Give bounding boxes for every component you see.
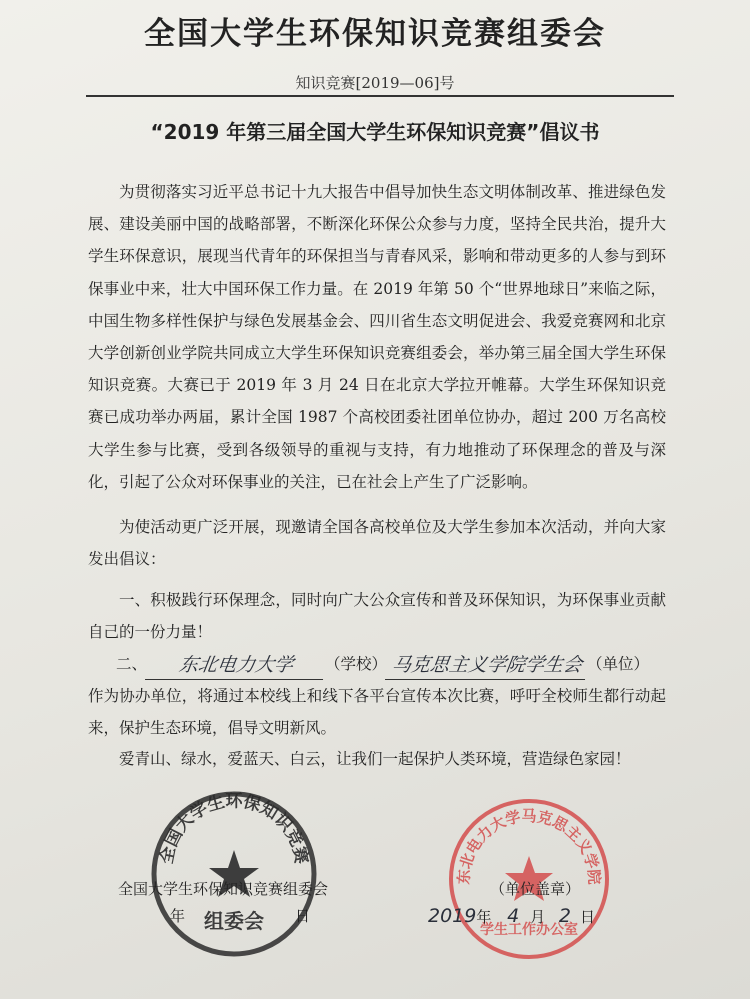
proposal-two-line (116, 648, 649, 680)
organizer-signature: 全国大学生环保知识竞赛组委会 (118, 880, 329, 898)
document-number: 知识竞赛[2019—06]号 (295, 74, 455, 92)
paragraph-proposal-two-body: 作为协办单位，将通过本校线上和线下各平台宣传本次比赛，呼吁全校师生都行动起来，保护生态环境，倡导文明新风。 (88, 687, 666, 738)
unit-year-char: 年 (476, 908, 492, 926)
unit-date (428, 905, 595, 927)
handwritten-school-name: 东北电力大学 (145, 651, 327, 680)
paragraph-intro: 为贯彻落实习近平总书记十九大报告中倡导加快生态文明体制改革、推进绿色发展、建设美丽中国的战略部署，不断深化环保公众参与力度，坚持全民共治，提升大学生环保意识，展现当代青年的环保担当与青春风采，影响和带动更多的人参与到环保事业中来，壮大中国环保工作力量。在 2019 年第 50 个“世界地球日”来临之际，中国生物多样性保护与绿色发展基金会、四川省生态文明促进会、我爱竞赛网和北京大学创新创业学院共同成立大学生环保知识竞赛组委会，举办第三届全国大学生环保知识竞赛。大赛已于 2019 年 3 月 24 日在北京大学拉开帷幕。大学生环保知识竞赛已成功举办两届，累计全国 1987 个高校团委社团单位协办，超过 200 万名高校大学生参与比赛，受到各级领导的重视与支持，有力地推动了环保理念的普及与深化，引起了公众对环保事业的关注，已在社会上产生了广泛影响。 (88, 183, 666, 491)
unit-day-char: 日 (579, 908, 595, 926)
organizer-date (170, 905, 310, 926)
paragraph-closing: 爱青山、绿水，爱蓝天、白云，让我们一起保护人类环境，营造绿色家园！ (119, 750, 631, 768)
seal-bottom-text: 学生工作办公室 (480, 922, 578, 938)
organization-title: 全国大学生环保知识竞赛组委会 (144, 16, 606, 52)
handwritten-unit-name: 马克思主义学院学生会 (385, 651, 589, 680)
organizer-year-char: 年 (170, 907, 186, 925)
handwritten-day: 2 (558, 905, 571, 927)
unit-stamp-label: （单位盖章） (490, 880, 581, 898)
document-title: “2019 年第三届全国大学生环保知识竞赛”倡议书 (150, 120, 600, 144)
paragraph-invitation: 为使活动更广泛开展，现邀请全国各高校单位及大学生参加本次活动，并向大家发出倡议： (88, 518, 666, 569)
handwritten-month: 4 (507, 905, 520, 927)
organizer-day-char: 日 (295, 907, 311, 925)
handwritten-year: 2019 (428, 905, 477, 927)
school-label: （学校） (325, 655, 388, 673)
organizer-seal (148, 788, 320, 960)
seal-arc-text: 全国大学生环保知识竞赛 (156, 791, 312, 866)
seal-bottom-text: 组委会 (204, 909, 264, 933)
unit-month-char: 月 (530, 908, 546, 926)
unit-label: （单位） (587, 655, 650, 673)
proposal-two-prefix: 二、 (116, 655, 148, 673)
seal-arc-text: 东北电力大学马克思主义学院 (454, 807, 604, 885)
paragraph-proposal-one: 一、积极践行环保理念，同时向广大公众宣传和普及环保知识，为环保事业贡献自己的一份力量！ (88, 591, 666, 642)
header-divider (86, 95, 674, 97)
